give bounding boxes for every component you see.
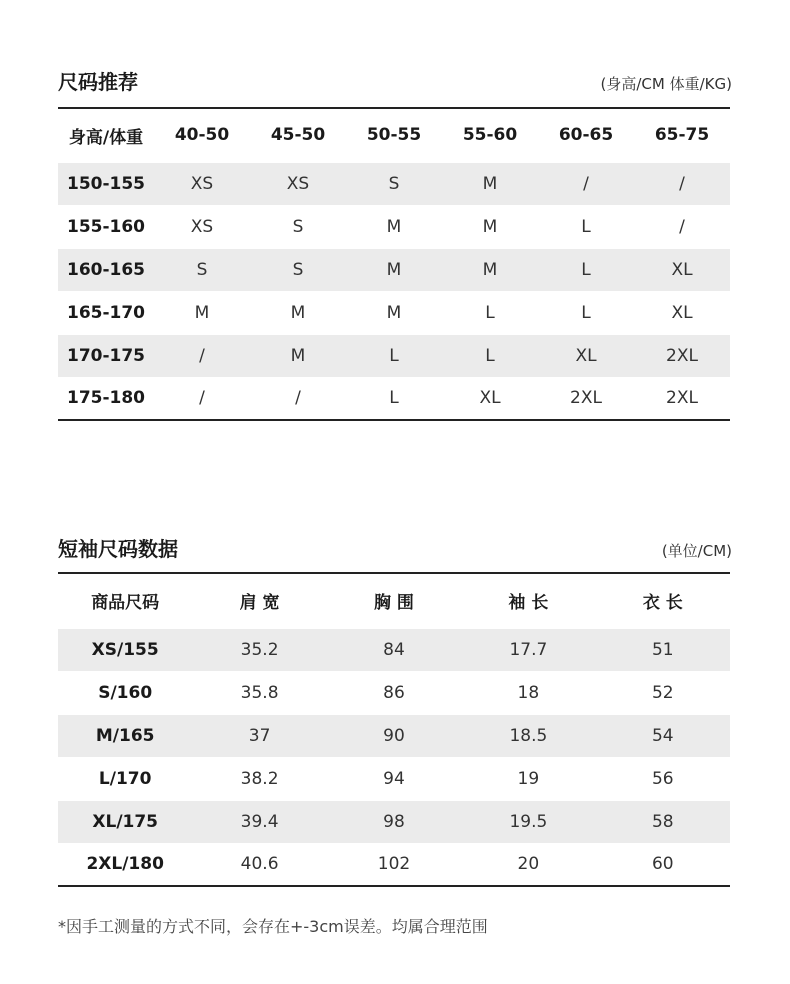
table-cell: M [442, 162, 538, 205]
table-cell: 56 [596, 757, 730, 800]
table-cell: M [154, 291, 250, 334]
table-cell: L [346, 334, 442, 377]
table-cell: XS [154, 162, 250, 205]
row-label: 2XL/180 [58, 843, 192, 886]
table-cell: / [634, 162, 730, 205]
table-cell: L [538, 291, 634, 334]
table-row [58, 757, 730, 800]
table-cell: 94 [327, 757, 461, 800]
table-cell: S [346, 162, 442, 205]
table-cell: 2XL [634, 377, 730, 420]
table-cell: XL [538, 334, 634, 377]
table-row [58, 843, 730, 886]
table-header-row [58, 573, 730, 628]
measurements-table [58, 572, 730, 887]
header-cell: 65-75 [654, 125, 710, 146]
table-cell: 40.6 [192, 843, 326, 886]
measurements-title: 短袖尺码数据 [58, 537, 178, 561]
table-cell: XL [442, 377, 538, 420]
table-cell: 38.2 [192, 757, 326, 800]
row-label: 150-155 [58, 162, 154, 205]
table-row [58, 291, 730, 334]
table-row [58, 800, 730, 843]
header-cell: 袖 长 [508, 593, 549, 614]
table-cell: 86 [327, 671, 461, 714]
table-cell: M [250, 334, 346, 377]
table-cell: 60 [596, 843, 730, 886]
table-cell: 37 [192, 714, 326, 757]
table-cell: 19 [461, 757, 595, 800]
header-cell: 45-50 [270, 125, 326, 146]
table-row [58, 334, 730, 377]
table-cell: M [346, 248, 442, 291]
row-label: 160-165 [58, 248, 154, 291]
header-cell: 衣 长 [642, 593, 683, 614]
table-cell: L [346, 377, 442, 420]
table-cell: / [154, 377, 250, 420]
table-cell: 17.7 [461, 628, 595, 671]
table-cell: 2XL [634, 334, 730, 377]
table-cell: M [442, 248, 538, 291]
table-cell: 2XL [538, 377, 634, 420]
table-cell: 20 [461, 843, 595, 886]
table-cell: 102 [327, 843, 461, 886]
table-cell: L [442, 291, 538, 334]
size-recommend-table [58, 107, 730, 421]
header-cell: 商品尺码 [91, 593, 160, 614]
table-cell: 35.8 [192, 671, 326, 714]
row-label: L/170 [58, 757, 192, 800]
row-label: S/160 [58, 671, 192, 714]
table-cell: 51 [596, 628, 730, 671]
table-cell: L [442, 334, 538, 377]
table-row [58, 714, 730, 757]
table-row [58, 248, 730, 291]
table-header-row [58, 108, 730, 162]
table-cell: 84 [327, 628, 461, 671]
table-cell: XS [154, 205, 250, 248]
table-cell: XL [634, 248, 730, 291]
row-label: M/165 [58, 714, 192, 757]
table-cell: 18 [461, 671, 595, 714]
table-cell: 19.5 [461, 800, 595, 843]
table-cell: M [442, 205, 538, 248]
header-cell: 50-55 [366, 125, 422, 146]
recommend-header [58, 66, 732, 95]
table-row [58, 628, 730, 671]
table-cell: 39.4 [192, 800, 326, 843]
header-cell: 胸 围 [374, 593, 414, 614]
table-cell: / [634, 205, 730, 248]
table-cell: / [154, 334, 250, 377]
table-cell: 98 [327, 800, 461, 843]
header-cell: 肩 宽 [239, 593, 280, 614]
row-label: 175-180 [58, 377, 154, 420]
header-cell: 40-50 [174, 125, 230, 146]
table-cell: 58 [596, 800, 730, 843]
row-label: 170-175 [58, 334, 154, 377]
row-label: XS/155 [58, 628, 192, 671]
row-label: XL/175 [58, 800, 192, 843]
measurements-header [58, 533, 732, 562]
header-cell: 55-60 [462, 125, 518, 146]
measurement-note: *因手工测量的方式不同，会存在+-3cm误差。均属合理范围 [58, 917, 488, 936]
table-cell: 52 [596, 671, 730, 714]
recommend-title: 尺码推荐 [58, 70, 138, 94]
table-cell: XS [250, 162, 346, 205]
table-cell: 90 [327, 714, 461, 757]
recommend-unit: (身高/CM 体重/KG) [600, 75, 732, 93]
table-cell: S [154, 248, 250, 291]
table-row [58, 671, 730, 714]
table-cell: M [346, 205, 442, 248]
table-cell: 35.2 [192, 628, 326, 671]
row-label: 155-160 [58, 205, 154, 248]
table-row [58, 162, 730, 205]
header-cell: 60-65 [558, 125, 614, 146]
table-cell: L [538, 205, 634, 248]
table-cell: XL [634, 291, 730, 334]
table-row [58, 205, 730, 248]
row-label: 165-170 [58, 291, 154, 334]
table-cell: / [538, 162, 634, 205]
table-row [58, 377, 730, 420]
measurements-unit: (单位/CM) [661, 542, 732, 560]
table-cell: S [250, 205, 346, 248]
table-cell: 54 [596, 714, 730, 757]
table-cell: S [250, 248, 346, 291]
table-cell: 18.5 [461, 714, 595, 757]
table-cell: M [250, 291, 346, 334]
header-cell: 身高/体重 [68, 127, 144, 148]
table-cell: M [346, 291, 442, 334]
table-cell: / [250, 377, 346, 420]
table-cell: L [538, 248, 634, 291]
